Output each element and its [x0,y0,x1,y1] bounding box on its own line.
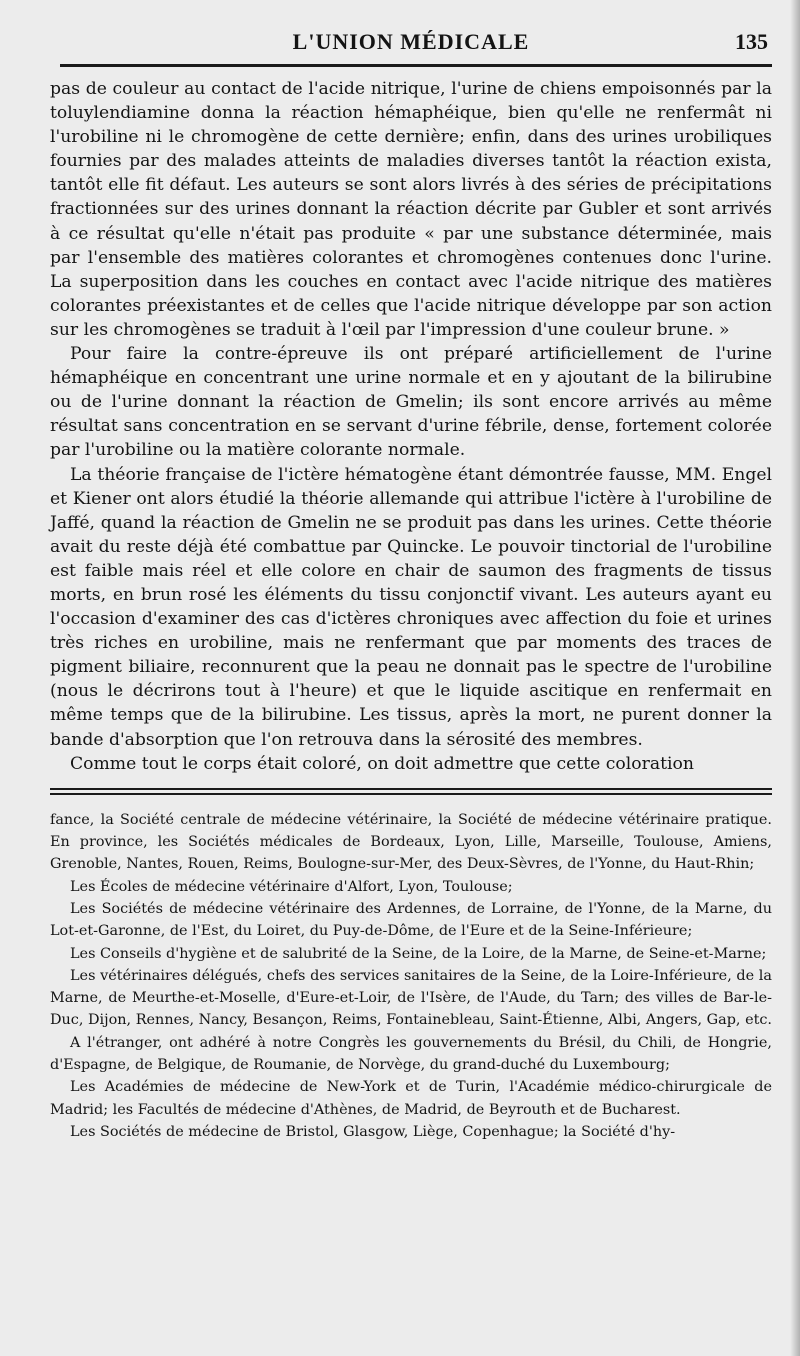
page-edge-shadow [790,0,800,1356]
running-title: L'UNION MÉDICALE [292,29,530,54]
page-number: 135 [735,29,768,54]
body-paragraph: pas de couleur au contact de l'acide nitrique, l'urine de chiens empoisonnés par la toluylendiamine donna la réaction hémaphéique, bien qu'elle ne renfermât ni l'urobiline ni le chromogène de cette dernière; enfin, dans des urines urobiliques fournies par des malades atteints de maladies diverses tantôt la réaction exista, tantôt elle fit défaut. Les auteurs se sont alors livrés à des séries de précipitations fractionnées sur des urines donnant la réaction décrite par Gubler et sont arrivés à ce résultat qu'elle n'était pas produite « par une substance déterminée, mais par l'ensemble des matières colorantes et chromogènes contenues donc l'urine. La superposition dans les couches en contact avec l'acide nitrique des matières colorantes préexistantes et de celles que l'acide nitrique développe par son action sur les chromogènes se traduit à l'œil par l'impression d'une couleur brune. » [50,79,772,340]
footnote-separator [50,788,772,795]
footnote-paragraph: Les Écoles de médecine vétérinaire d'Alfort, Lyon, Toulouse; [70,878,513,895]
body-paragraph: La théorie française de l'ictère hématogène étant démontrée fausse, MM. Engel et Kiener ont alors étudié la théorie allemande qui attribue l'ictère à l'urobiline de Jaffé, quand la réaction de Gmelin ne se produit pas dans les urines. Cette théorie avait du reste déjà été combattue par Quincke. Le pouvoir tinctorial de l'urobiline est faible mais réel et elle colore en chair de saumon des fragments de tissus morts, en brun rosé les éléments du tissu conjonctif vivant. Les auteurs ayant eu l'occasion d'examiner des cas d'ictères chroniques avec affection du foie et urines très riches en urobiline, mais ne renfermant que par moments des traces de pigment biliaire, reconnurent que la peau ne donnait pas le spectre de l'urobiline (nous le décrirons tout à l'heure) et que le liquide ascitique en renfermait en même temps que de la bilirubine. Les tissus, après la mort, ne purent donner la bande d'absorption que l'on retrouva dans la sérosité des membres. [50,464,772,750]
main-text [50,77,772,776]
footnote-paragraph: Les vétérinaires délégués, chefs des services sanitaires de la Seine, de la Loire-Inférieure, de la Marne, de Meurthe-et-Moselle, d'Eure-et-Loir, de l'Isère, de l'Aude, du Tarn; des villes de Bar-le-Duc, Dijon, Rennes, Nancy, Besançon, Reims, Fontainebleau, Saint-Étienne, Albi, Angers, Gap, etc. [50,967,772,1029]
footnote-paragraph: Les Sociétés de médecine vétérinaire des Ardennes, de Lorraine, de l'Yonne, de la Marne, du Lot-et-Garonne, de l'Est, du Loiret, du Puy-de-Dôme, de l'Eure et de la Seine-Inférieure; [50,900,772,940]
footnote-paragraph: A l'étranger, ont adhéré à notre Congrès les gouvernements du Brésil, du Chili, de Hongrie, d'Espagne, de Belgique, de Roumanie, de Norvège, du grand-duché du Luxembourg; [50,1034,772,1073]
footnote-paragraph: Les Conseils d'hygiène et de salubrité de la Seine, de la Loire, de la Marne, de Seine-et-Marne; [70,945,767,962]
header-rule [60,64,772,67]
footnote [50,809,772,1143]
body-paragraph: Pour faire la contre-épreuve ils ont préparé artificiellement de l'urine hémaphéique en concentrant une urine normale et en y ajoutant de la bilirubine ou de l'urine donnant la réaction de Gmelin; ils sont encore arrivés au même résultat sans concentration en se servant d'urine fébrile, dense, fortement colorée par l'urobiline ou la matière colorante normale. [50,344,772,461]
body-paragraph: Comme tout le corps était coloré, on doit admettre que cette coloration [70,753,694,774]
page-header [50,22,772,62]
footnote-paragraph: Les Sociétés de médecine de Bristol, Glasgow, Liège, Copenhague; la Société d'hy- [70,1123,676,1140]
footnote-paragraph: Les Académies de médecine de New-York et de Turin, l'Académie médico-chirurgicale de Madrid; les Facultés de médecine d'Athènes, de Madrid, de Beyrouth et de Bucharest. [50,1079,772,1118]
footnote-paragraph: fance, la Société centrale de médecine vétérinaire, la Société de médecine vétérinaire pratique. En province, les Sociétés médicales de Bordeaux, Lyon, Lille, Marseille, Toulouse, Amiens, Grenoble, Nantes, Rouen, Reims, Boulogne-sur-Mer, des Deux-Sèvres, de l'Yonne, du Haut-Rhin; [50,811,772,873]
